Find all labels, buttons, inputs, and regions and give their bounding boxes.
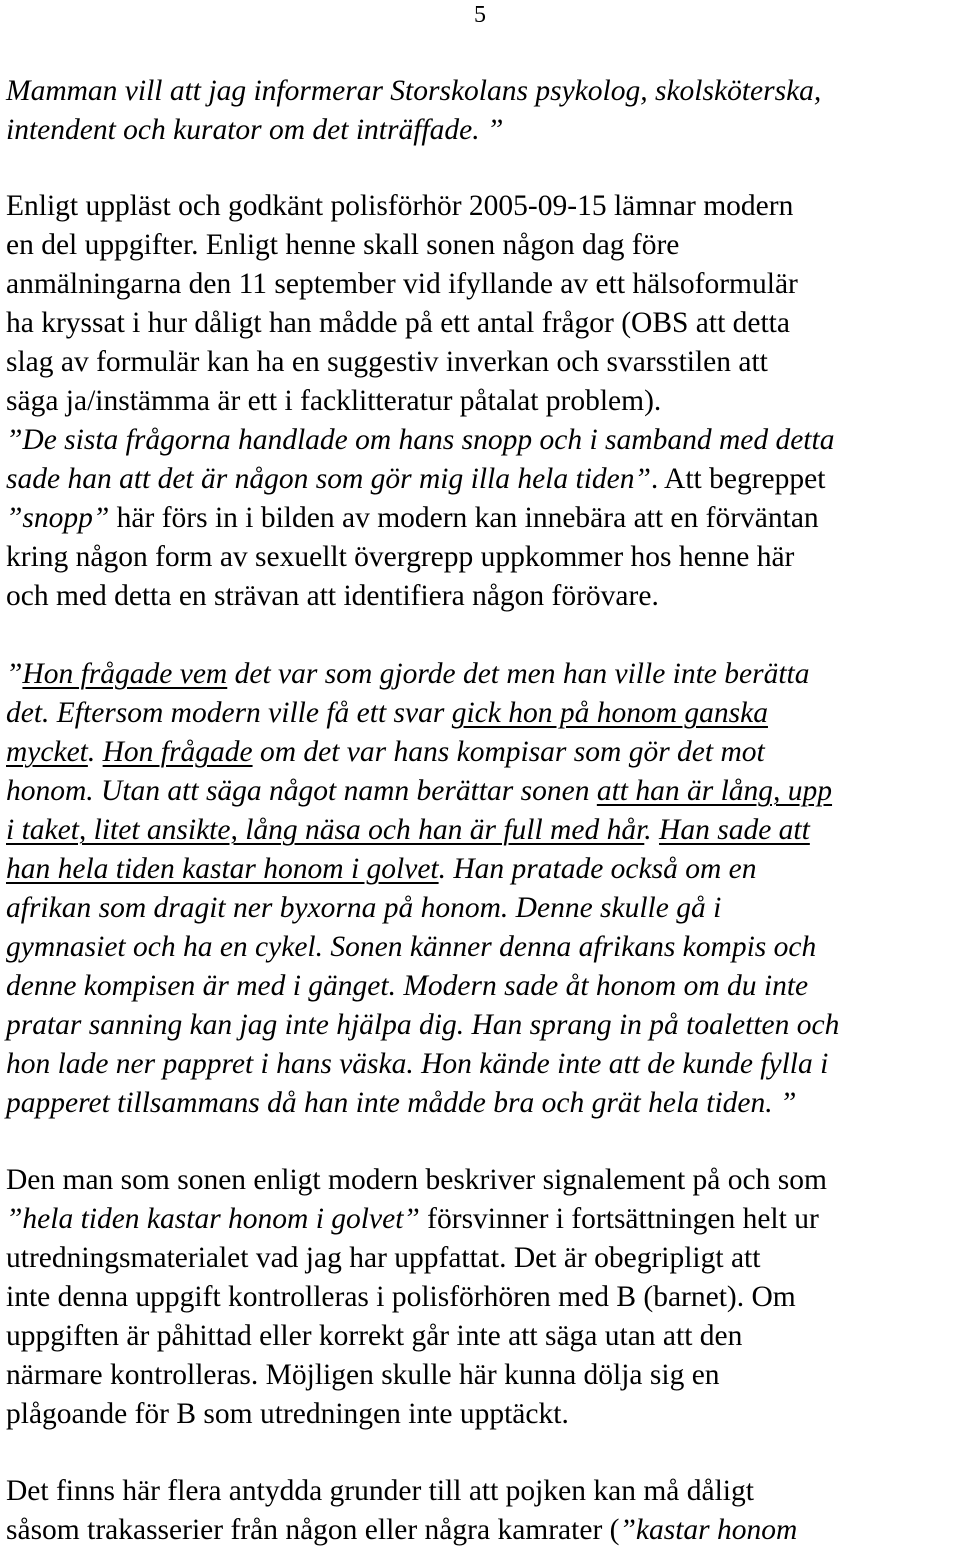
- text-segment: . Han pratade också om en: [438, 853, 757, 885]
- paragraph-5: [6, 1472, 958, 1550]
- underlined-text: han hela tiden kastar honom i golvet: [6, 853, 439, 885]
- text-segment: en del uppgifter. Enligt henne skall sonen någon dag före: [6, 229, 680, 261]
- text-segment: Det finns här flera antydda grunder till att pojken kan må dåligt: [6, 1475, 754, 1507]
- text-segment: närmare kontrolleras. Möjligen skulle här kunna dölja sig en: [6, 1359, 720, 1391]
- paragraph-3: [6, 655, 958, 1123]
- underlined-text: Hon frågade: [102, 736, 253, 768]
- text-segment: Mamman vill att jag informerar Storskolans psykolog, skolsköterska,: [6, 75, 822, 107]
- text-line: [6, 382, 958, 421]
- text-segment: ”kastar honom: [619, 1514, 798, 1546]
- paragraph-2: [6, 187, 958, 616]
- text-segment: ”: [6, 658, 23, 690]
- text-line: [6, 460, 958, 499]
- text-line: [6, 1161, 958, 1200]
- text-segment: sade han att det är någon som gör mig illa hela tiden”: [6, 463, 651, 495]
- text-segment: papperet tillsammans då han inte mådde bra och grät hela tiden. ”: [6, 1087, 797, 1119]
- text-segment: det var som gjorde det men han ville inte berätta: [227, 658, 810, 690]
- text-line: [6, 343, 958, 382]
- underlined-text: att han är lång, upp: [596, 775, 833, 807]
- text-line: [6, 733, 958, 772]
- text-line: [6, 850, 958, 889]
- text-line: [6, 1472, 958, 1511]
- text-line: [6, 655, 958, 694]
- text-segment: ”snopp”: [6, 502, 117, 534]
- text-segment: inte denna uppgift kontrolleras i polisförhören med B (barnet). Om: [6, 1281, 796, 1313]
- page-number: 5: [474, 2, 486, 28]
- text-line: [6, 538, 958, 577]
- text-segment: ”De sista frågorna handlade om hans snopp och i samband med detta: [6, 424, 835, 456]
- text-segment: hon lade ner pappret i hans väska. Hon kände inte att de kunde fylla i: [6, 1048, 829, 1080]
- text-line: [6, 1239, 958, 1278]
- text-segment: kring någon form av sexuellt övergrepp uppkommer hos henne här: [6, 541, 795, 573]
- text-segment: utredningsmaterialet vad jag har uppfattat. Det är obegripligt att: [6, 1242, 761, 1274]
- text-line: [6, 72, 958, 111]
- text-line: [6, 577, 958, 616]
- text-line: [6, 226, 958, 265]
- text-segment: och med detta en strävan att identifiera någon förövare.: [6, 580, 659, 612]
- text-segment: Den man som sonen enligt modern beskriver signalement på och som: [6, 1164, 827, 1196]
- text-line: [6, 694, 958, 733]
- text-segment: uppgiften är påhittad eller korrekt går inte att säga utan att den: [6, 1320, 743, 1352]
- underlined-text: Han sade att: [659, 814, 810, 846]
- text-line: [6, 187, 958, 226]
- text-segment: säga ja/instämma är ett i facklitteratur påtalat problem).: [6, 385, 662, 417]
- text-segment: ”hela tiden kastar honom i golvet”: [6, 1203, 428, 1235]
- text-line: [6, 1278, 958, 1317]
- text-line: [6, 928, 958, 967]
- text-segment: såsom trakasserier från någon eller några kamrater (: [6, 1514, 620, 1546]
- text-line: [6, 304, 958, 343]
- text-segment: anmälningarna den 11 september vid ifyllande av ett hälsoformulär: [6, 268, 798, 300]
- text-line: [6, 499, 958, 538]
- text-segment: om det var hans kompisar som gör det mot: [252, 736, 765, 768]
- text-line: [6, 1356, 958, 1395]
- underlined-text: mycket: [6, 736, 88, 768]
- text-segment: slag av formulär kan ha en suggestiv inverkan och svarsstilen att: [6, 346, 768, 378]
- text-segment: ha kryssat i hur dåligt han mådde på ett antal frågor (OBS att detta: [6, 307, 790, 339]
- text-line: [6, 265, 958, 304]
- text-segment: . Att begreppet: [650, 463, 826, 495]
- text-line: [6, 1200, 958, 1239]
- underlined-text: gick hon på honom ganska: [451, 697, 768, 729]
- text-segment: försvinner i fortsättningen helt ur: [427, 1203, 819, 1235]
- text-line: [6, 111, 958, 150]
- paragraph-4: [6, 1161, 958, 1434]
- text-segment: här förs in i bilden av modern kan innebära att en förväntan: [116, 502, 819, 534]
- text-segment: .: [87, 736, 103, 768]
- underlined-text: Hon frågade vem: [22, 658, 228, 690]
- text-segment: gymnasiet och ha en cykel. Sonen känner denna afrikans kompis och: [6, 931, 817, 963]
- text-line: [6, 967, 958, 1006]
- text-line: [6, 1084, 958, 1123]
- text-segment: pratar sanning kan jag inte hjälpa dig. Han sprang in på toaletten och: [6, 1009, 840, 1041]
- paragraph-1: [6, 72, 958, 150]
- text-line: [6, 811, 958, 850]
- text-line: [6, 1006, 958, 1045]
- text-line: [6, 1395, 958, 1434]
- text-line: [6, 421, 958, 460]
- text-line: [6, 1511, 958, 1550]
- text-segment: honom. Utan att säga något namn berättar sonen: [6, 775, 597, 807]
- text-segment: .: [644, 814, 660, 846]
- text-line: [6, 889, 958, 928]
- text-line: [6, 772, 958, 811]
- underlined-text: i taket, litet ansikte, lång näsa och han är full med hår: [6, 814, 645, 846]
- text-segment: plågoande för B som utredningen inte upptäckt.: [6, 1398, 569, 1430]
- text-segment: intendent och kurator om det inträffade. ”: [6, 114, 504, 146]
- text-segment: afrikan som dragit ner byxorna på honom. Denne skulle gå i: [6, 892, 722, 924]
- text-segment: det. Eftersom modern ville få ett svar: [6, 697, 452, 729]
- text-line: [6, 1045, 958, 1084]
- text-line: [6, 1317, 958, 1356]
- text-segment: denne kompisen är med i gänget. Modern sade åt honom om du inte: [6, 970, 809, 1002]
- text-segment: Enligt uppläst och godkänt polisförhör 2005-09-15 lämnar modern: [6, 190, 794, 222]
